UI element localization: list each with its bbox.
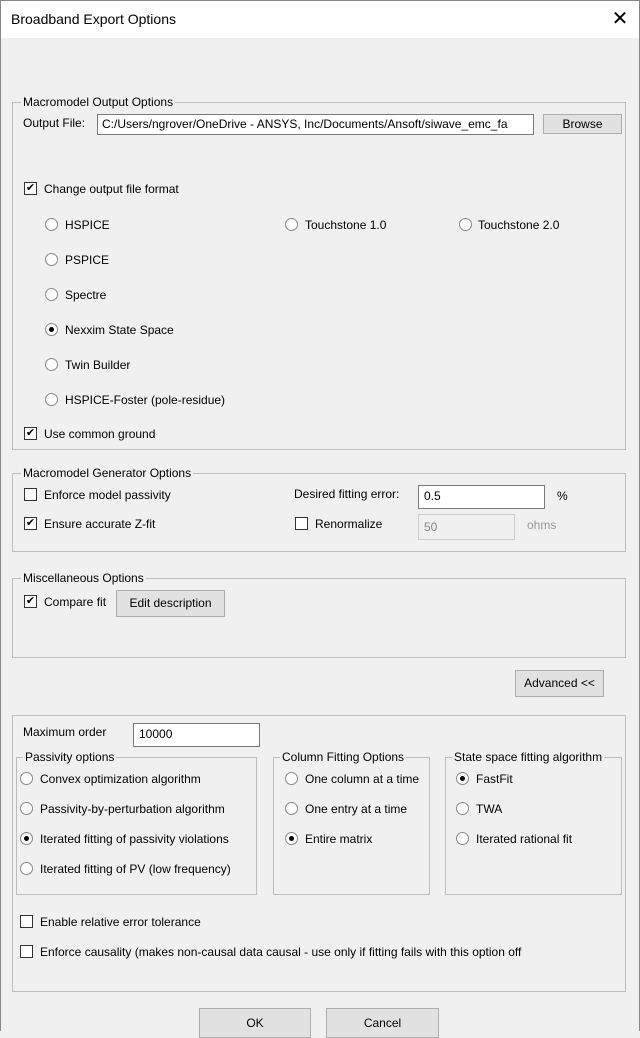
radio-label: FastFit xyxy=(476,772,513,786)
fitting-error-input[interactable]: 0.5 xyxy=(418,485,545,509)
checkbox-label: Ensure accurate Z-fit xyxy=(44,517,156,531)
radio-label: Iterated fitting of passivity violations xyxy=(40,832,229,846)
percent-unit: % xyxy=(557,489,568,503)
radio-label: Iterated rational fit xyxy=(476,832,573,846)
radio-label: Touchstone 1.0 xyxy=(305,218,387,232)
window-title: Broadband Export Options xyxy=(11,11,176,27)
common-ground-checkbox[interactable]: ✔ xyxy=(25,427,36,439)
radio-one-entry[interactable] xyxy=(285,802,298,815)
radio-iterated-pv[interactable] xyxy=(20,832,33,845)
checkbox-label: Compare fit xyxy=(44,595,107,609)
edit-description-button[interactable]: Edit description xyxy=(116,590,225,617)
radio-label: Spectre xyxy=(65,288,107,302)
radio-spectre[interactable] xyxy=(45,288,58,301)
radio-label: HSPICE xyxy=(65,218,110,232)
enforce-passivity-checkbox[interactable] xyxy=(24,488,37,501)
group-legend: Macromodel Output Options xyxy=(23,95,174,109)
radio-hspice-foster[interactable] xyxy=(45,393,58,406)
change-format-label: Change output file format xyxy=(44,182,179,196)
radio-label: Iterated fitting of PV (low frequency) xyxy=(40,862,231,876)
radio-pspice[interactable] xyxy=(45,253,58,266)
radio-nexxim[interactable] xyxy=(45,323,58,336)
renormalize-input[interactable]: 50 xyxy=(418,514,515,540)
change-format-checkbox[interactable]: ✔ xyxy=(25,182,36,194)
radio-convex[interactable] xyxy=(20,772,33,785)
misc-options-group xyxy=(12,571,626,658)
radio-hspice[interactable] xyxy=(45,218,58,231)
radio-label: TWA xyxy=(476,802,503,816)
radio-perturbation[interactable] xyxy=(20,802,33,815)
compare-fit-checkbox[interactable]: ✔ xyxy=(25,595,36,607)
max-order-input[interactable]: 10000 xyxy=(133,723,260,747)
checkbox-label: Enable relative error tolerance xyxy=(40,915,201,929)
radio-label: Entire matrix xyxy=(305,832,373,846)
radio-touchstone-1[interactable] xyxy=(285,218,298,231)
radio-entire-matrix[interactable] xyxy=(285,832,298,845)
radio-fastfit[interactable] xyxy=(456,772,469,785)
ok-button[interactable]: OK xyxy=(199,1008,311,1038)
fitting-error-label: Desired fitting error: xyxy=(294,487,400,501)
radio-twin-builder[interactable] xyxy=(45,358,58,371)
max-order-label: Maximum order xyxy=(23,725,107,739)
radio-iterated-pv-low[interactable] xyxy=(20,862,33,875)
renormalize-checkbox[interactable] xyxy=(295,517,308,530)
radio-touchstone-2[interactable] xyxy=(459,218,472,231)
group-legend: Passivity options xyxy=(25,750,115,764)
radio-label: One entry at a time xyxy=(305,802,408,816)
ohms-unit: ohms xyxy=(527,518,557,532)
radio-label: Twin Builder xyxy=(65,358,131,372)
radio-label: Convex optimization algorithm xyxy=(40,772,201,786)
checkbox-label: Renormalize xyxy=(315,517,383,531)
radio-iterated-rational[interactable] xyxy=(456,832,469,845)
state-space-group xyxy=(445,750,622,895)
radio-label: PSPICE xyxy=(65,253,110,267)
browse-button[interactable]: Browse xyxy=(543,114,622,134)
group-legend: Miscellaneous Options xyxy=(23,571,144,585)
radio-label: Passivity-by-perturbation algorithm xyxy=(40,802,225,816)
radio-label: HSPICE-Foster (pole-residue) xyxy=(65,393,226,407)
checkbox-label: Enforce causality (makes non-causal data causal - use only if fitting fails with this option off xyxy=(40,945,522,959)
group-legend: State space fitting algorithm xyxy=(454,750,603,764)
cancel-button[interactable]: Cancel xyxy=(326,1008,439,1038)
output-file-input[interactable]: C:/Users/ngrover/OneDrive - ANSYS, Inc/Documents/Ansoft/siwave_emc_fa xyxy=(97,114,534,135)
accurate-zfit-checkbox[interactable]: ✔ xyxy=(25,517,36,529)
common-ground-label: Use common ground xyxy=(44,427,156,441)
advanced-button[interactable]: Advanced << xyxy=(515,670,604,697)
radio-twa[interactable] xyxy=(456,802,469,815)
close-icon[interactable]: ✕ xyxy=(611,8,629,30)
checkbox-label: Enforce model passivity xyxy=(44,488,171,502)
group-legend: Macromodel Generator Options xyxy=(23,466,192,480)
relative-error-checkbox[interactable] xyxy=(20,915,33,928)
radio-label: One column at a time xyxy=(305,772,420,786)
radio-label: Nexxim State Space xyxy=(65,323,174,337)
radio-one-column[interactable] xyxy=(285,772,298,785)
enforce-causality-checkbox[interactable] xyxy=(20,945,33,958)
radio-label: Touchstone 2.0 xyxy=(478,218,560,232)
title-bar xyxy=(0,0,640,38)
group-legend: Column Fitting Options xyxy=(282,750,405,764)
output-file-label: Output File: xyxy=(23,116,86,130)
